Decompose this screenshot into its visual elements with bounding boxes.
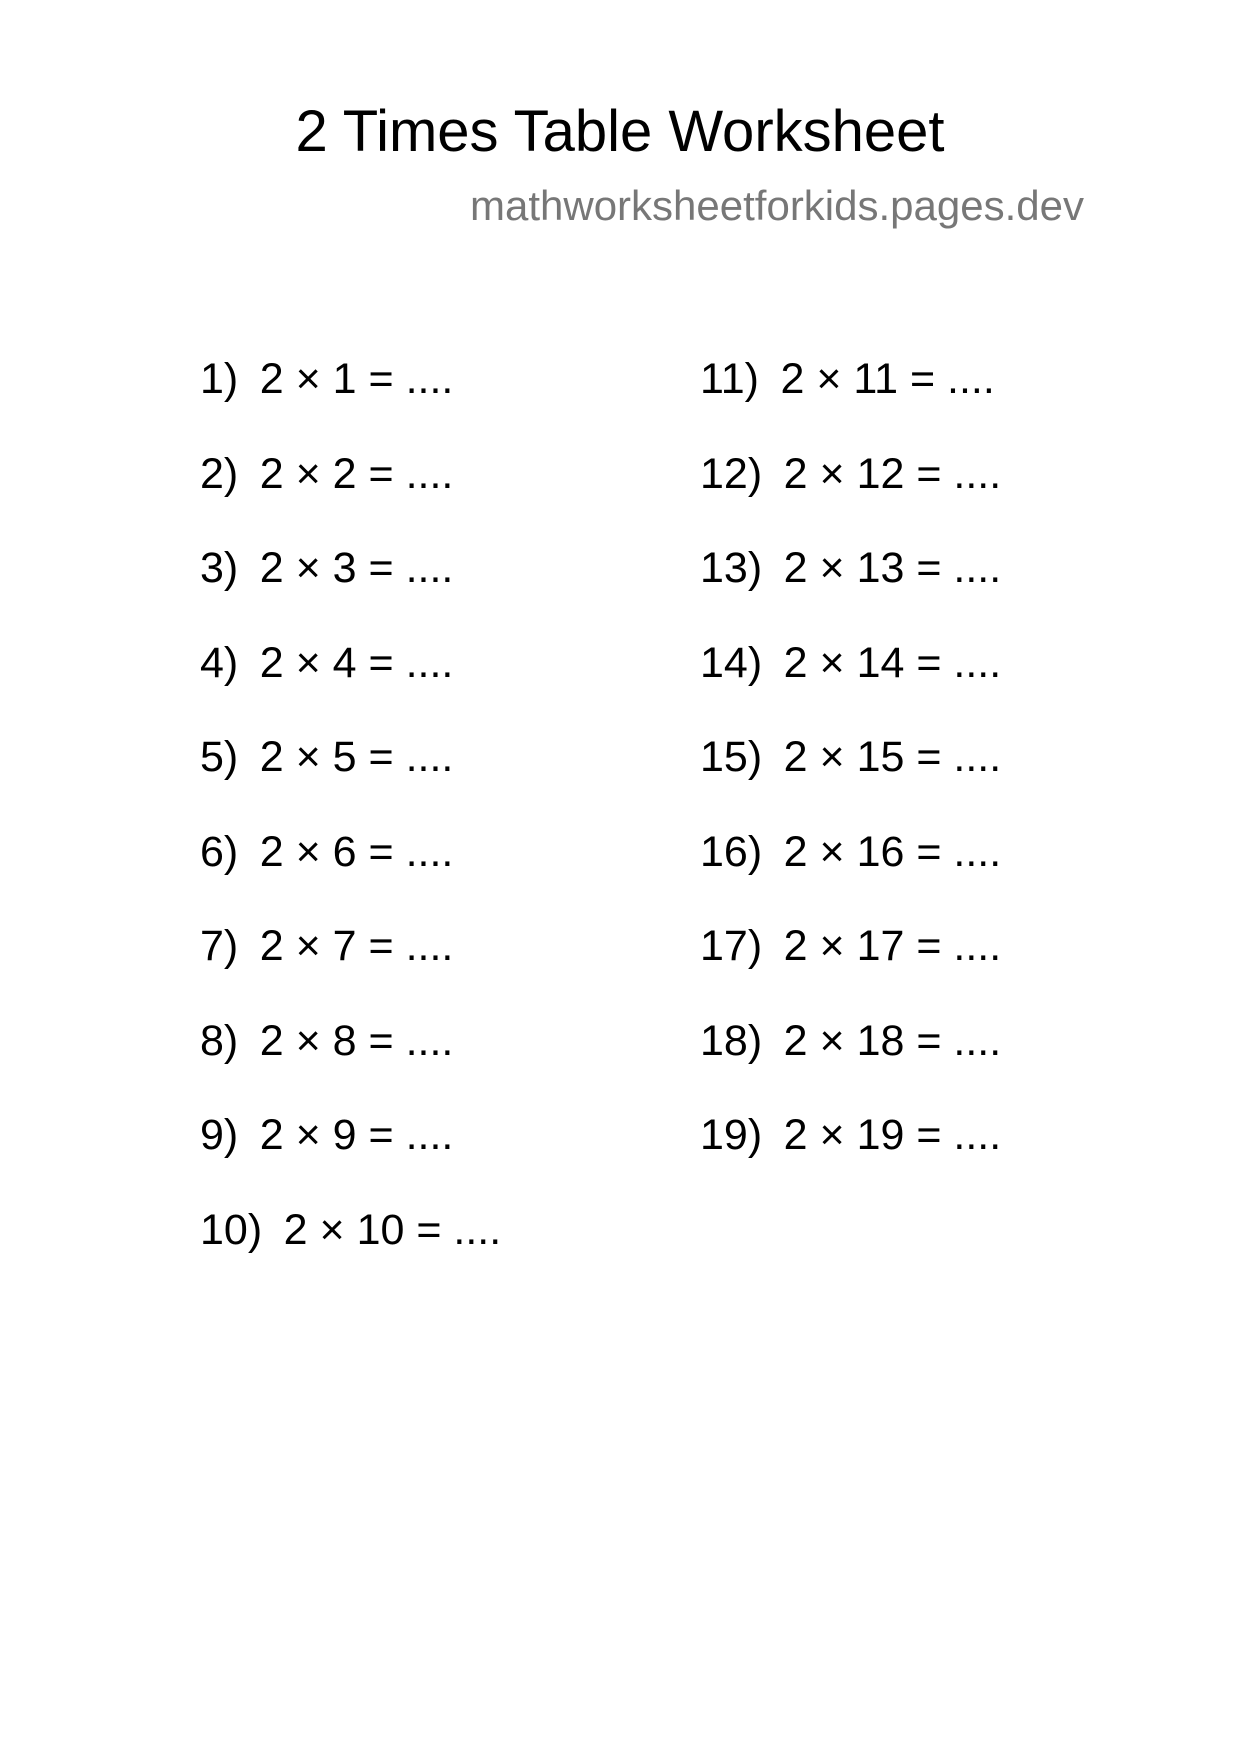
problem-expression: 2 × 1 = ....: [259, 355, 454, 403]
problem-number: 10): [200, 1205, 263, 1254]
problem-expression: 2 × 14 = ....: [783, 638, 1002, 687]
problem-expression: 2 × 9 = ....: [259, 1111, 454, 1159]
problem-item: [200, 1011, 453, 1071]
problem-item: [200, 727, 453, 787]
problem-item: [700, 538, 1001, 598]
problem-number: 9): [200, 1111, 239, 1159]
problem-number: 5): [200, 733, 239, 781]
problem-item: [200, 444, 453, 504]
problem-expression: 2 × 19 = ....: [783, 1111, 1002, 1159]
problem-item: [200, 633, 453, 693]
problem-number: 11): [700, 355, 759, 403]
problem-expression: 2 × 10 = ....: [283, 1205, 502, 1254]
problem-item: [200, 1200, 501, 1260]
problem-item: [700, 822, 1001, 882]
problem-expression: 2 × 3 = ....: [259, 544, 454, 592]
problem-number: 14): [700, 638, 763, 687]
problem-number: 18): [700, 1016, 763, 1065]
problem-number: 1): [200, 355, 239, 403]
problem-expression: 2 × 5 = ....: [259, 733, 454, 781]
problem-expression: 2 × 11 = ....: [780, 355, 995, 403]
problem-item: [700, 349, 995, 409]
problem-expression: 2 × 2 = ....: [259, 449, 454, 498]
problem-expression: 2 × 13 = ....: [783, 544, 1002, 592]
problem-item: [700, 444, 1001, 504]
problem-expression: 2 × 18 = ....: [783, 1016, 1002, 1065]
problem-item: [200, 916, 453, 976]
problem-expression: 2 × 4 = ....: [259, 638, 454, 687]
problem-number: 7): [200, 922, 239, 970]
problem-item: [700, 727, 1001, 787]
problem-number: 13): [700, 544, 763, 592]
source-url: mathworksheetforkids.pages.dev: [470, 182, 1084, 229]
problem-number: 6): [200, 827, 239, 876]
problem-expression: 2 × 17 = ....: [783, 922, 1002, 970]
problem-item: [700, 1105, 1001, 1165]
problem-number: 19): [700, 1111, 763, 1159]
problem-item: [200, 822, 453, 882]
problem-number: 15): [700, 733, 763, 781]
problem-item: [200, 538, 453, 598]
problem-number: 12): [700, 449, 763, 498]
problem-expression: 2 × 15 = ....: [783, 733, 1002, 781]
problem-expression: 2 × 6 = ....: [259, 827, 454, 876]
problem-item: [200, 349, 453, 409]
problem-number: 17): [700, 922, 763, 970]
problem-item: [700, 1011, 1001, 1071]
page-title: 2 Times Table Worksheet: [295, 99, 945, 164]
problem-number: 4): [200, 638, 239, 687]
problem-expression: 2 × 16 = ....: [783, 827, 1002, 876]
problem-expression: 2 × 12 = ....: [783, 449, 1002, 498]
problem-number: 3): [200, 544, 239, 592]
problem-item: [200, 1105, 453, 1165]
problem-number: 8): [200, 1016, 239, 1065]
problem-item: [700, 916, 1001, 976]
problem-expression: 2 × 8 = ....: [259, 1016, 454, 1065]
problem-number: 2): [200, 449, 239, 498]
problem-expression: 2 × 7 = ....: [259, 922, 454, 970]
problem-item: [700, 633, 1001, 693]
problem-number: 16): [700, 827, 763, 876]
